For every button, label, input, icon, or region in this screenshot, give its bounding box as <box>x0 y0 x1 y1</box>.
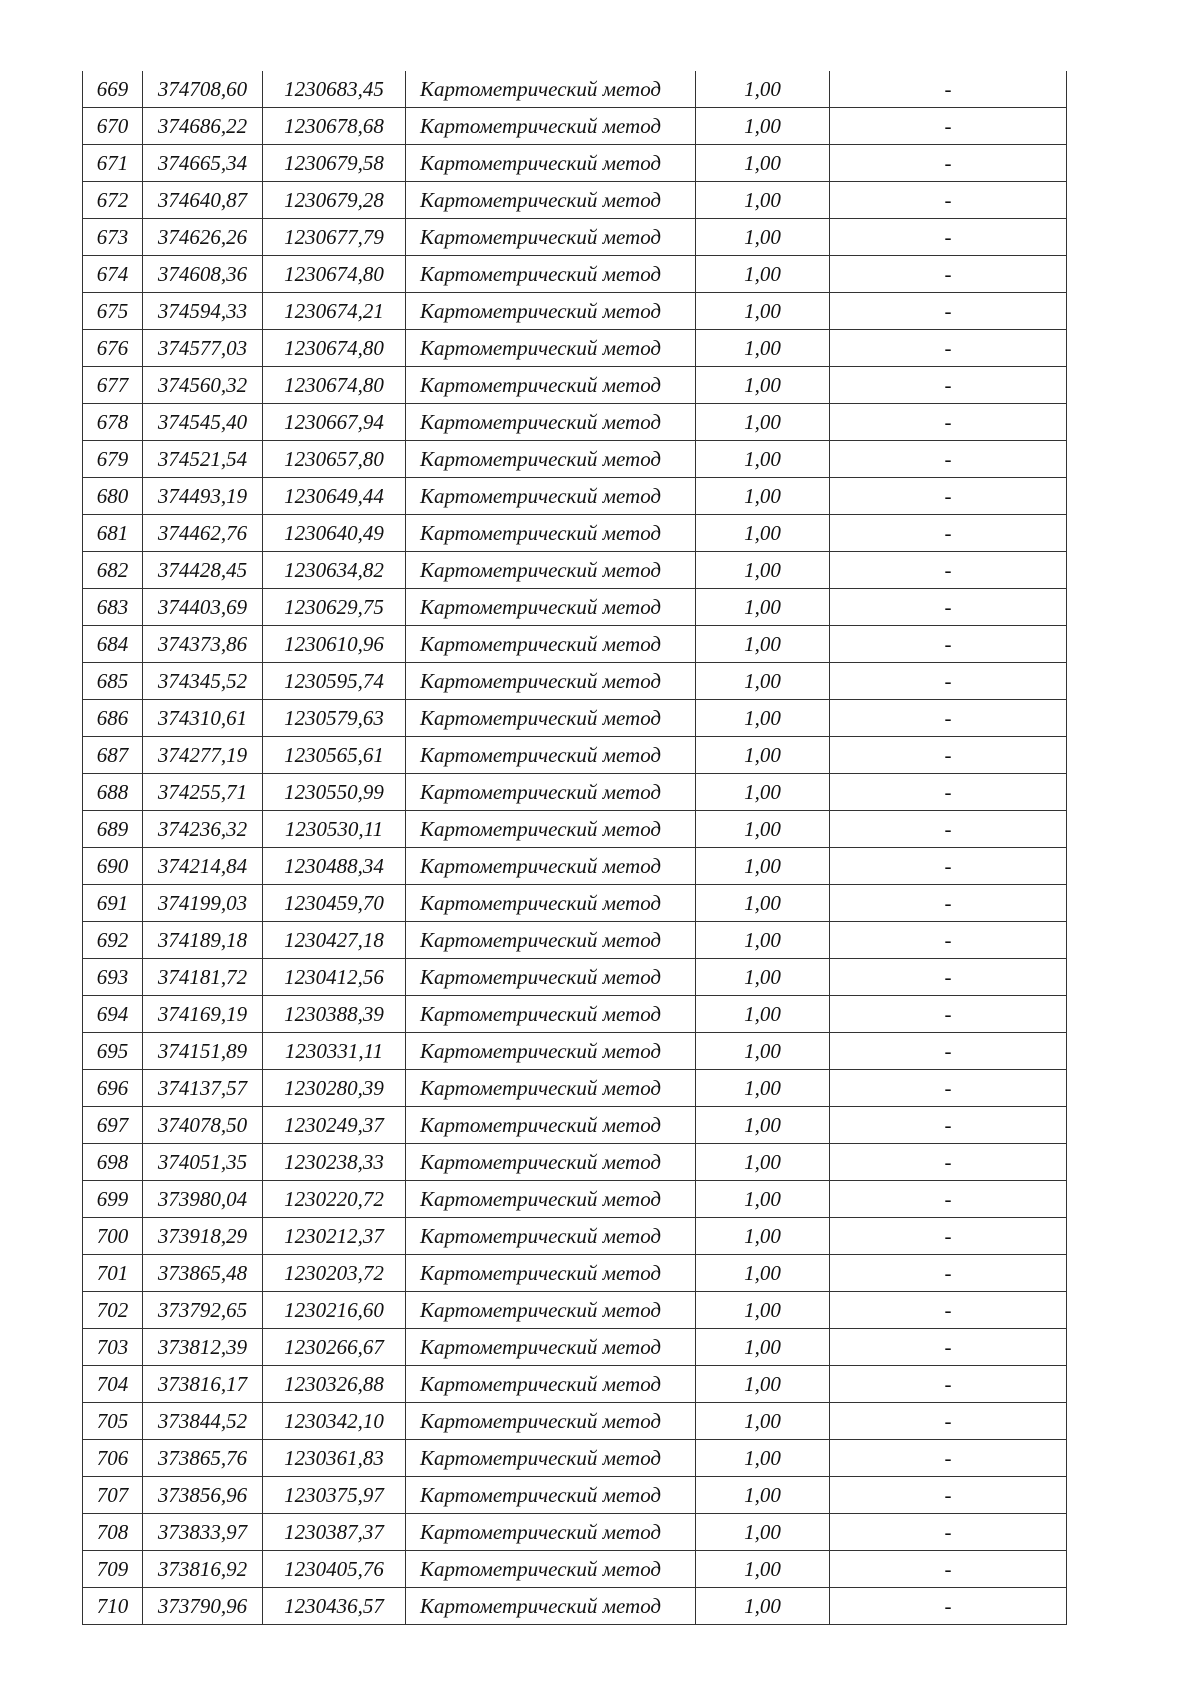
point-number-cell: 701 <box>83 1255 143 1292</box>
accuracy-cell: 1,00 <box>696 626 830 663</box>
x-coordinate-cell: 373792,65 <box>143 1292 263 1329</box>
x-coordinate-cell: 374137,57 <box>143 1070 263 1107</box>
table-row <box>83 552 1067 589</box>
x-coordinate-cell: 373812,39 <box>143 1329 263 1366</box>
method-cell: Картометрический метод <box>406 1440 696 1477</box>
method-cell: Картометрический метод <box>406 1292 696 1329</box>
method-cell: Картометрический метод <box>406 1477 696 1514</box>
x-coordinate-cell: 374236,32 <box>143 811 263 848</box>
y-coordinate-cell: 1230683,45 <box>263 71 406 108</box>
x-coordinate-cell: 374255,71 <box>143 774 263 811</box>
x-coordinate-cell: 373865,76 <box>143 1440 263 1477</box>
accuracy-cell: 1,00 <box>696 71 830 108</box>
table-row <box>83 885 1067 922</box>
table-row <box>83 256 1067 293</box>
x-coordinate-cell: 374521,54 <box>143 441 263 478</box>
method-cell: Картометрический метод <box>406 1403 696 1440</box>
y-coordinate-cell: 1230579,63 <box>263 700 406 737</box>
accuracy-cell: 1,00 <box>696 478 830 515</box>
method-cell: Картометрический метод <box>406 1514 696 1551</box>
point-number-cell: 673 <box>83 219 143 256</box>
x-coordinate-cell: 373816,17 <box>143 1366 263 1403</box>
point-number-cell: 695 <box>83 1033 143 1070</box>
method-cell: Картометрический метод <box>406 1551 696 1588</box>
table-row <box>83 1292 1067 1329</box>
accuracy-cell: 1,00 <box>696 1477 830 1514</box>
note-cell: - <box>830 1477 1067 1514</box>
method-cell: Картометрический метод <box>406 515 696 552</box>
table-row <box>83 219 1067 256</box>
y-coordinate-cell: 1230212,37 <box>263 1218 406 1255</box>
table-body <box>83 71 1067 1625</box>
table-row <box>83 996 1067 1033</box>
method-cell: Картометрический метод <box>406 404 696 441</box>
note-cell: - <box>830 1403 1067 1440</box>
accuracy-cell: 1,00 <box>696 367 830 404</box>
accuracy-cell: 1,00 <box>696 1403 830 1440</box>
accuracy-cell: 1,00 <box>696 1329 830 1366</box>
note-cell: - <box>830 1033 1067 1070</box>
x-coordinate-cell: 373816,92 <box>143 1551 263 1588</box>
y-coordinate-cell: 1230674,80 <box>263 367 406 404</box>
method-cell: Картометрический метод <box>406 848 696 885</box>
note-cell: - <box>830 515 1067 552</box>
point-number-cell: 672 <box>83 182 143 219</box>
y-coordinate-cell: 1230530,11 <box>263 811 406 848</box>
table-row <box>83 1366 1067 1403</box>
note-cell: - <box>830 811 1067 848</box>
coordinates-table <box>82 71 1067 1625</box>
point-number-cell: 702 <box>83 1292 143 1329</box>
x-coordinate-cell: 374310,61 <box>143 700 263 737</box>
table-row <box>83 1477 1067 1514</box>
note-cell: - <box>830 145 1067 182</box>
x-coordinate-cell: 374640,87 <box>143 182 263 219</box>
point-number-cell: 683 <box>83 589 143 626</box>
point-number-cell: 685 <box>83 663 143 700</box>
point-number-cell: 675 <box>83 293 143 330</box>
x-coordinate-cell: 374403,69 <box>143 589 263 626</box>
table-row <box>83 922 1067 959</box>
point-number-cell: 681 <box>83 515 143 552</box>
point-number-cell: 691 <box>83 885 143 922</box>
x-coordinate-cell: 374169,19 <box>143 996 263 1033</box>
table-row <box>83 1255 1067 1292</box>
note-cell: - <box>830 1218 1067 1255</box>
point-number-cell: 671 <box>83 145 143 182</box>
point-number-cell: 703 <box>83 1329 143 1366</box>
method-cell: Картометрический метод <box>406 182 696 219</box>
point-number-cell: 677 <box>83 367 143 404</box>
note-cell: - <box>830 293 1067 330</box>
y-coordinate-cell: 1230361,83 <box>263 1440 406 1477</box>
point-number-cell: 697 <box>83 1107 143 1144</box>
accuracy-cell: 1,00 <box>696 293 830 330</box>
y-coordinate-cell: 1230412,56 <box>263 959 406 996</box>
point-number-cell: 679 <box>83 441 143 478</box>
table-row <box>83 774 1067 811</box>
y-coordinate-cell: 1230266,67 <box>263 1329 406 1366</box>
y-coordinate-cell: 1230216,60 <box>263 1292 406 1329</box>
accuracy-cell: 1,00 <box>696 1218 830 1255</box>
method-cell: Картометрический метод <box>406 219 696 256</box>
x-coordinate-cell: 374560,32 <box>143 367 263 404</box>
accuracy-cell: 1,00 <box>696 996 830 1033</box>
point-number-cell: 674 <box>83 256 143 293</box>
method-cell: Картометрический метод <box>406 330 696 367</box>
x-coordinate-cell: 374373,86 <box>143 626 263 663</box>
x-coordinate-cell: 373865,48 <box>143 1255 263 1292</box>
accuracy-cell: 1,00 <box>696 1514 830 1551</box>
point-number-cell: 689 <box>83 811 143 848</box>
note-cell: - <box>830 256 1067 293</box>
y-coordinate-cell: 1230674,80 <box>263 330 406 367</box>
point-number-cell: 687 <box>83 737 143 774</box>
y-coordinate-cell: 1230459,70 <box>263 885 406 922</box>
accuracy-cell: 1,00 <box>696 219 830 256</box>
accuracy-cell: 1,00 <box>696 108 830 145</box>
point-number-cell: 696 <box>83 1070 143 1107</box>
note-cell: - <box>830 1551 1067 1588</box>
point-number-cell: 693 <box>83 959 143 996</box>
table-row <box>83 478 1067 515</box>
table-row <box>83 515 1067 552</box>
accuracy-cell: 1,00 <box>696 811 830 848</box>
point-number-cell: 678 <box>83 404 143 441</box>
point-number-cell: 686 <box>83 700 143 737</box>
point-number-cell: 705 <box>83 1403 143 1440</box>
note-cell: - <box>830 108 1067 145</box>
accuracy-cell: 1,00 <box>696 774 830 811</box>
point-number-cell: 670 <box>83 108 143 145</box>
point-number-cell: 710 <box>83 1588 143 1625</box>
note-cell: - <box>830 330 1067 367</box>
table-row <box>83 626 1067 663</box>
x-coordinate-cell: 374545,40 <box>143 404 263 441</box>
note-cell: - <box>830 663 1067 700</box>
note-cell: - <box>830 1366 1067 1403</box>
table-row <box>83 1551 1067 1588</box>
x-coordinate-cell: 374428,45 <box>143 552 263 589</box>
note-cell: - <box>830 626 1067 663</box>
note-cell: - <box>830 1144 1067 1181</box>
x-coordinate-cell: 374577,03 <box>143 330 263 367</box>
method-cell: Картометрический метод <box>406 737 696 774</box>
accuracy-cell: 1,00 <box>696 441 830 478</box>
note-cell: - <box>830 589 1067 626</box>
method-cell: Картометрический метод <box>406 885 696 922</box>
table-row <box>83 441 1067 478</box>
y-coordinate-cell: 1230677,79 <box>263 219 406 256</box>
accuracy-cell: 1,00 <box>696 1107 830 1144</box>
y-coordinate-cell: 1230388,39 <box>263 996 406 1033</box>
table-row <box>83 737 1067 774</box>
y-coordinate-cell: 1230387,37 <box>263 1514 406 1551</box>
point-number-cell: 684 <box>83 626 143 663</box>
table-row <box>83 367 1067 404</box>
table-row <box>83 811 1067 848</box>
note-cell: - <box>830 1292 1067 1329</box>
y-coordinate-cell: 1230565,61 <box>263 737 406 774</box>
y-coordinate-cell: 1230595,74 <box>263 663 406 700</box>
y-coordinate-cell: 1230679,58 <box>263 145 406 182</box>
table-row <box>83 589 1067 626</box>
accuracy-cell: 1,00 <box>696 1181 830 1218</box>
note-cell: - <box>830 1440 1067 1477</box>
table-row <box>83 1403 1067 1440</box>
y-coordinate-cell: 1230203,72 <box>263 1255 406 1292</box>
accuracy-cell: 1,00 <box>696 1255 830 1292</box>
method-cell: Картометрический метод <box>406 1033 696 1070</box>
note-cell: - <box>830 700 1067 737</box>
accuracy-cell: 1,00 <box>696 922 830 959</box>
x-coordinate-cell: 374462,76 <box>143 515 263 552</box>
point-number-cell: 688 <box>83 774 143 811</box>
point-number-cell: 704 <box>83 1366 143 1403</box>
x-coordinate-cell: 374493,19 <box>143 478 263 515</box>
note-cell: - <box>830 71 1067 108</box>
y-coordinate-cell: 1230649,44 <box>263 478 406 515</box>
y-coordinate-cell: 1230427,18 <box>263 922 406 959</box>
accuracy-cell: 1,00 <box>696 1551 830 1588</box>
note-cell: - <box>830 552 1067 589</box>
note-cell: - <box>830 1588 1067 1625</box>
table-row <box>83 959 1067 996</box>
x-coordinate-cell: 373833,97 <box>143 1514 263 1551</box>
note-cell: - <box>830 404 1067 441</box>
y-coordinate-cell: 1230678,68 <box>263 108 406 145</box>
table-row <box>83 663 1067 700</box>
point-number-cell: 709 <box>83 1551 143 1588</box>
x-coordinate-cell: 373918,29 <box>143 1218 263 1255</box>
table-row <box>83 330 1067 367</box>
method-cell: Картометрический метод <box>406 71 696 108</box>
table-row <box>83 848 1067 885</box>
x-coordinate-cell: 374608,36 <box>143 256 263 293</box>
method-cell: Картометрический метод <box>406 1070 696 1107</box>
point-number-cell: 676 <box>83 330 143 367</box>
table-row <box>83 404 1067 441</box>
accuracy-cell: 1,00 <box>696 885 830 922</box>
accuracy-cell: 1,00 <box>696 1588 830 1625</box>
table-row <box>83 1514 1067 1551</box>
note-cell: - <box>830 922 1067 959</box>
x-coordinate-cell: 374189,18 <box>143 922 263 959</box>
x-coordinate-cell: 374708,60 <box>143 71 263 108</box>
accuracy-cell: 1,00 <box>696 848 830 885</box>
method-cell: Картометрический метод <box>406 478 696 515</box>
y-coordinate-cell: 1230640,49 <box>263 515 406 552</box>
point-number-cell: 708 <box>83 1514 143 1551</box>
x-coordinate-cell: 374277,19 <box>143 737 263 774</box>
table-row <box>83 1218 1067 1255</box>
x-coordinate-cell: 374686,22 <box>143 108 263 145</box>
x-coordinate-cell: 373844,52 <box>143 1403 263 1440</box>
note-cell: - <box>830 959 1067 996</box>
point-number-cell: 707 <box>83 1477 143 1514</box>
method-cell: Картометрический метод <box>406 959 696 996</box>
y-coordinate-cell: 1230375,97 <box>263 1477 406 1514</box>
method-cell: Картометрический метод <box>406 922 696 959</box>
x-coordinate-cell: 374051,35 <box>143 1144 263 1181</box>
y-coordinate-cell: 1230326,88 <box>263 1366 406 1403</box>
table-row <box>83 1440 1067 1477</box>
x-coordinate-cell: 374214,84 <box>143 848 263 885</box>
y-coordinate-cell: 1230679,28 <box>263 182 406 219</box>
accuracy-cell: 1,00 <box>696 552 830 589</box>
y-coordinate-cell: 1230220,72 <box>263 1181 406 1218</box>
x-coordinate-cell: 373980,04 <box>143 1181 263 1218</box>
x-coordinate-cell: 374626,26 <box>143 219 263 256</box>
note-cell: - <box>830 367 1067 404</box>
note-cell: - <box>830 478 1067 515</box>
y-coordinate-cell: 1230674,21 <box>263 293 406 330</box>
point-number-cell: 694 <box>83 996 143 1033</box>
x-coordinate-cell: 373856,96 <box>143 1477 263 1514</box>
note-cell: - <box>830 1070 1067 1107</box>
y-coordinate-cell: 1230405,76 <box>263 1551 406 1588</box>
method-cell: Картометрический метод <box>406 1366 696 1403</box>
point-number-cell: 706 <box>83 1440 143 1477</box>
method-cell: Картометрический метод <box>406 1181 696 1218</box>
table-row <box>83 182 1067 219</box>
point-number-cell: 682 <box>83 552 143 589</box>
method-cell: Картометрический метод <box>406 441 696 478</box>
table-row <box>83 1107 1067 1144</box>
accuracy-cell: 1,00 <box>696 145 830 182</box>
method-cell: Картометрический метод <box>406 1588 696 1625</box>
table-row <box>83 700 1067 737</box>
accuracy-cell: 1,00 <box>696 959 830 996</box>
table-row <box>83 1329 1067 1366</box>
y-coordinate-cell: 1230436,57 <box>263 1588 406 1625</box>
note-cell: - <box>830 1514 1067 1551</box>
y-coordinate-cell: 1230657,80 <box>263 441 406 478</box>
accuracy-cell: 1,00 <box>696 515 830 552</box>
x-coordinate-cell: 374078,50 <box>143 1107 263 1144</box>
y-coordinate-cell: 1230667,94 <box>263 404 406 441</box>
accuracy-cell: 1,00 <box>696 589 830 626</box>
accuracy-cell: 1,00 <box>696 700 830 737</box>
y-coordinate-cell: 1230280,39 <box>263 1070 406 1107</box>
note-cell: - <box>830 1255 1067 1292</box>
method-cell: Картометрический метод <box>406 663 696 700</box>
y-coordinate-cell: 1230249,37 <box>263 1107 406 1144</box>
table-row <box>83 1070 1067 1107</box>
y-coordinate-cell: 1230610,96 <box>263 626 406 663</box>
accuracy-cell: 1,00 <box>696 330 830 367</box>
method-cell: Картометрический метод <box>406 256 696 293</box>
x-coordinate-cell: 374181,72 <box>143 959 263 996</box>
y-coordinate-cell: 1230238,33 <box>263 1144 406 1181</box>
method-cell: Картометрический метод <box>406 1218 696 1255</box>
y-coordinate-cell: 1230550,99 <box>263 774 406 811</box>
note-cell: - <box>830 441 1067 478</box>
accuracy-cell: 1,00 <box>696 182 830 219</box>
table-row <box>83 1033 1067 1070</box>
accuracy-cell: 1,00 <box>696 1440 830 1477</box>
note-cell: - <box>830 182 1067 219</box>
table-row <box>83 1144 1067 1181</box>
accuracy-cell: 1,00 <box>696 1070 830 1107</box>
point-number-cell: 692 <box>83 922 143 959</box>
accuracy-cell: 1,00 <box>696 1366 830 1403</box>
note-cell: - <box>830 1107 1067 1144</box>
table-row <box>83 1588 1067 1625</box>
method-cell: Картометрический метод <box>406 367 696 404</box>
point-number-cell: 669 <box>83 71 143 108</box>
method-cell: Картометрический метод <box>406 1255 696 1292</box>
point-number-cell: 699 <box>83 1181 143 1218</box>
note-cell: - <box>830 737 1067 774</box>
accuracy-cell: 1,00 <box>696 1292 830 1329</box>
accuracy-cell: 1,00 <box>696 256 830 293</box>
y-coordinate-cell: 1230342,10 <box>263 1403 406 1440</box>
note-cell: - <box>830 848 1067 885</box>
accuracy-cell: 1,00 <box>696 737 830 774</box>
note-cell: - <box>830 1329 1067 1366</box>
table-row <box>83 108 1067 145</box>
method-cell: Картометрический метод <box>406 811 696 848</box>
x-coordinate-cell: 373790,96 <box>143 1588 263 1625</box>
point-number-cell: 698 <box>83 1144 143 1181</box>
table-row <box>83 71 1067 108</box>
y-coordinate-cell: 1230634,82 <box>263 552 406 589</box>
accuracy-cell: 1,00 <box>696 1144 830 1181</box>
point-number-cell: 680 <box>83 478 143 515</box>
point-number-cell: 690 <box>83 848 143 885</box>
accuracy-cell: 1,00 <box>696 1033 830 1070</box>
note-cell: - <box>830 219 1067 256</box>
y-coordinate-cell: 1230488,34 <box>263 848 406 885</box>
method-cell: Картометрический метод <box>406 293 696 330</box>
x-coordinate-cell: 374151,89 <box>143 1033 263 1070</box>
note-cell: - <box>830 885 1067 922</box>
table-row <box>83 145 1067 182</box>
method-cell: Картометрический метод <box>406 774 696 811</box>
note-cell: - <box>830 996 1067 1033</box>
point-number-cell: 700 <box>83 1218 143 1255</box>
accuracy-cell: 1,00 <box>696 663 830 700</box>
table-row <box>83 1181 1067 1218</box>
x-coordinate-cell: 374345,52 <box>143 663 263 700</box>
method-cell: Картометрический метод <box>406 1329 696 1366</box>
method-cell: Картометрический метод <box>406 1107 696 1144</box>
method-cell: Картометрический метод <box>406 626 696 663</box>
x-coordinate-cell: 374665,34 <box>143 145 263 182</box>
method-cell: Картометрический метод <box>406 996 696 1033</box>
table-row <box>83 293 1067 330</box>
method-cell: Картометрический метод <box>406 108 696 145</box>
note-cell: - <box>830 774 1067 811</box>
y-coordinate-cell: 1230674,80 <box>263 256 406 293</box>
method-cell: Картометрический метод <box>406 700 696 737</box>
x-coordinate-cell: 374594,33 <box>143 293 263 330</box>
method-cell: Картометрический метод <box>406 589 696 626</box>
y-coordinate-cell: 1230629,75 <box>263 589 406 626</box>
x-coordinate-cell: 374199,03 <box>143 885 263 922</box>
y-coordinate-cell: 1230331,11 <box>263 1033 406 1070</box>
note-cell: - <box>830 1181 1067 1218</box>
method-cell: Картометрический метод <box>406 552 696 589</box>
method-cell: Картометрический метод <box>406 1144 696 1181</box>
method-cell: Картометрический метод <box>406 145 696 182</box>
accuracy-cell: 1,00 <box>696 404 830 441</box>
